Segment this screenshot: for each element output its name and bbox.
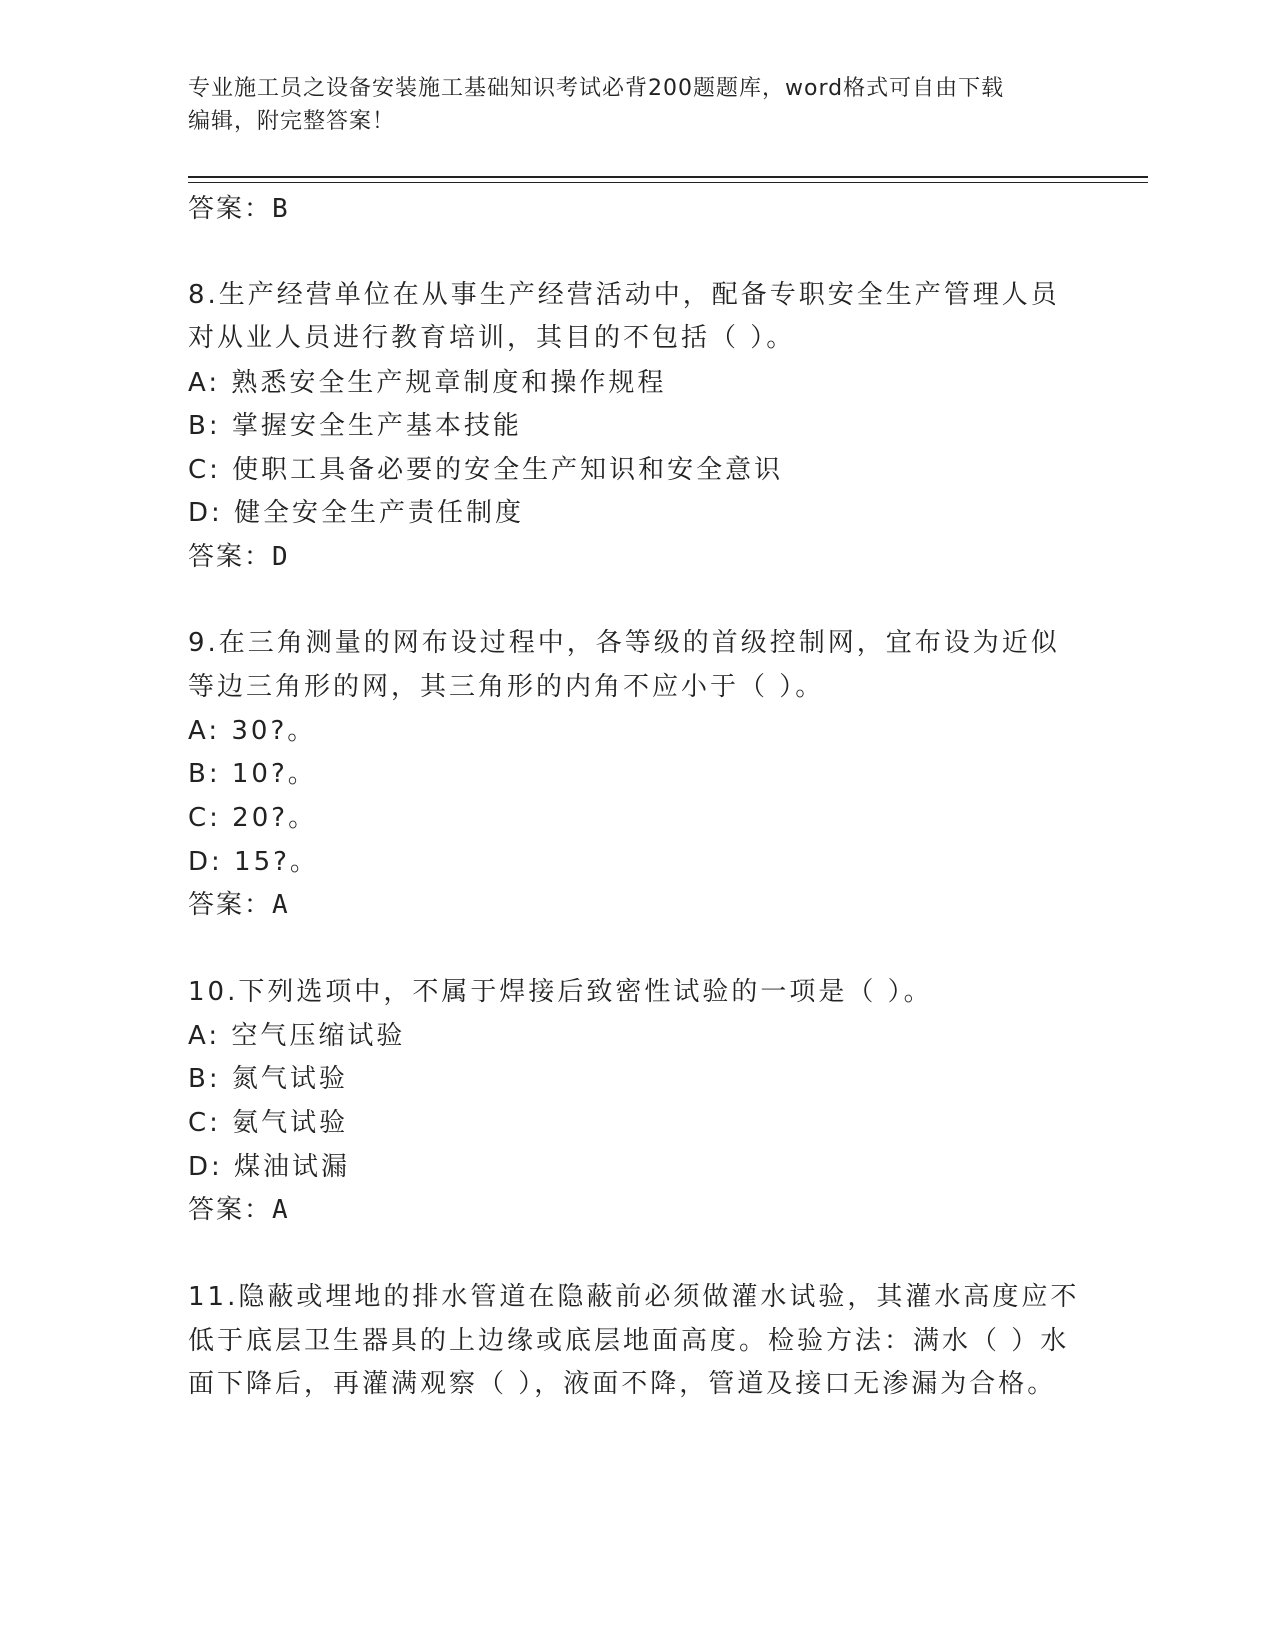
question-9-answer: 答案：A <box>188 890 290 920</box>
question-9-option-d: D: 15?。 <box>188 847 319 877</box>
question-8-answer: 答案：D <box>188 542 290 572</box>
question-9-option-c: C: 20?。 <box>188 803 318 833</box>
question-10-option-b: B: 氮气试验 <box>188 1064 348 1094</box>
question-9-option-b: B: 10?。 <box>188 759 317 789</box>
question-8-option-a: A: 熟悉安全生产规章制度和操作规程 <box>188 368 667 398</box>
question-10-option-c: C: 氨气试验 <box>188 1108 349 1138</box>
question-11-text-line-3: 面下降后，再灌满观察（ ），液面不降，管道及接口无渗漏为合格。 <box>188 1369 1057 1399</box>
question-11-text-line-1: 11.隐蔽或埋地的排水管道在隐蔽前必须做灌水试验，其灌水高度应不 <box>188 1282 1080 1312</box>
question-8-option-c: C: 使职工具备必要的安全生产知识和安全意识 <box>188 455 784 485</box>
question-10-option-d: D: 煤油试漏 <box>188 1152 351 1182</box>
question-10-answer: 答案：A <box>188 1195 290 1225</box>
question-10-option-a: A: 空气压缩试验 <box>188 1021 406 1051</box>
question-8-option-b: B: 掌握安全生产基本技能 <box>188 411 522 441</box>
question-9-text-line-1: 9.在三角测量的网布设过程中，各等级的首级控制网，宜布设为近似 <box>188 628 1060 658</box>
question-8-text-line-1: 8.生产经营单位在从事生产经营活动中，配备专职安全生产管理人员 <box>188 280 1060 310</box>
header-divider <box>188 176 1148 178</box>
question-8-text-line-2: 对从业人员进行教育培训，其目的不包括（ ）。 <box>188 323 796 353</box>
question-10-text-line-1: 10.下列选项中，不属于焊接后致密性试验的一项是（ ）。 <box>188 977 933 1007</box>
question-9-option-a: A: 30?。 <box>188 716 317 746</box>
header-line-2: 编辑，附完整答案！ <box>188 109 396 134</box>
header-line-1: 专业施工员之设备安装施工基础知识考试必背200题题库，word格式可自由下载 <box>188 76 1005 101</box>
header-divider-thin <box>188 182 1148 183</box>
question-9-text-line-2: 等边三角形的网，其三角形的内角不应小于（ ）。 <box>188 672 825 702</box>
question-11-text-line-2: 低于底层卫生器具的上边缘或底层地面高度。检验方法：满水（ ）水 <box>188 1326 1070 1356</box>
answer-line: 答案：B <box>188 194 290 224</box>
document-header <box>188 72 1088 138</box>
question-8-option-d: D: 健全安全生产责任制度 <box>188 498 525 528</box>
